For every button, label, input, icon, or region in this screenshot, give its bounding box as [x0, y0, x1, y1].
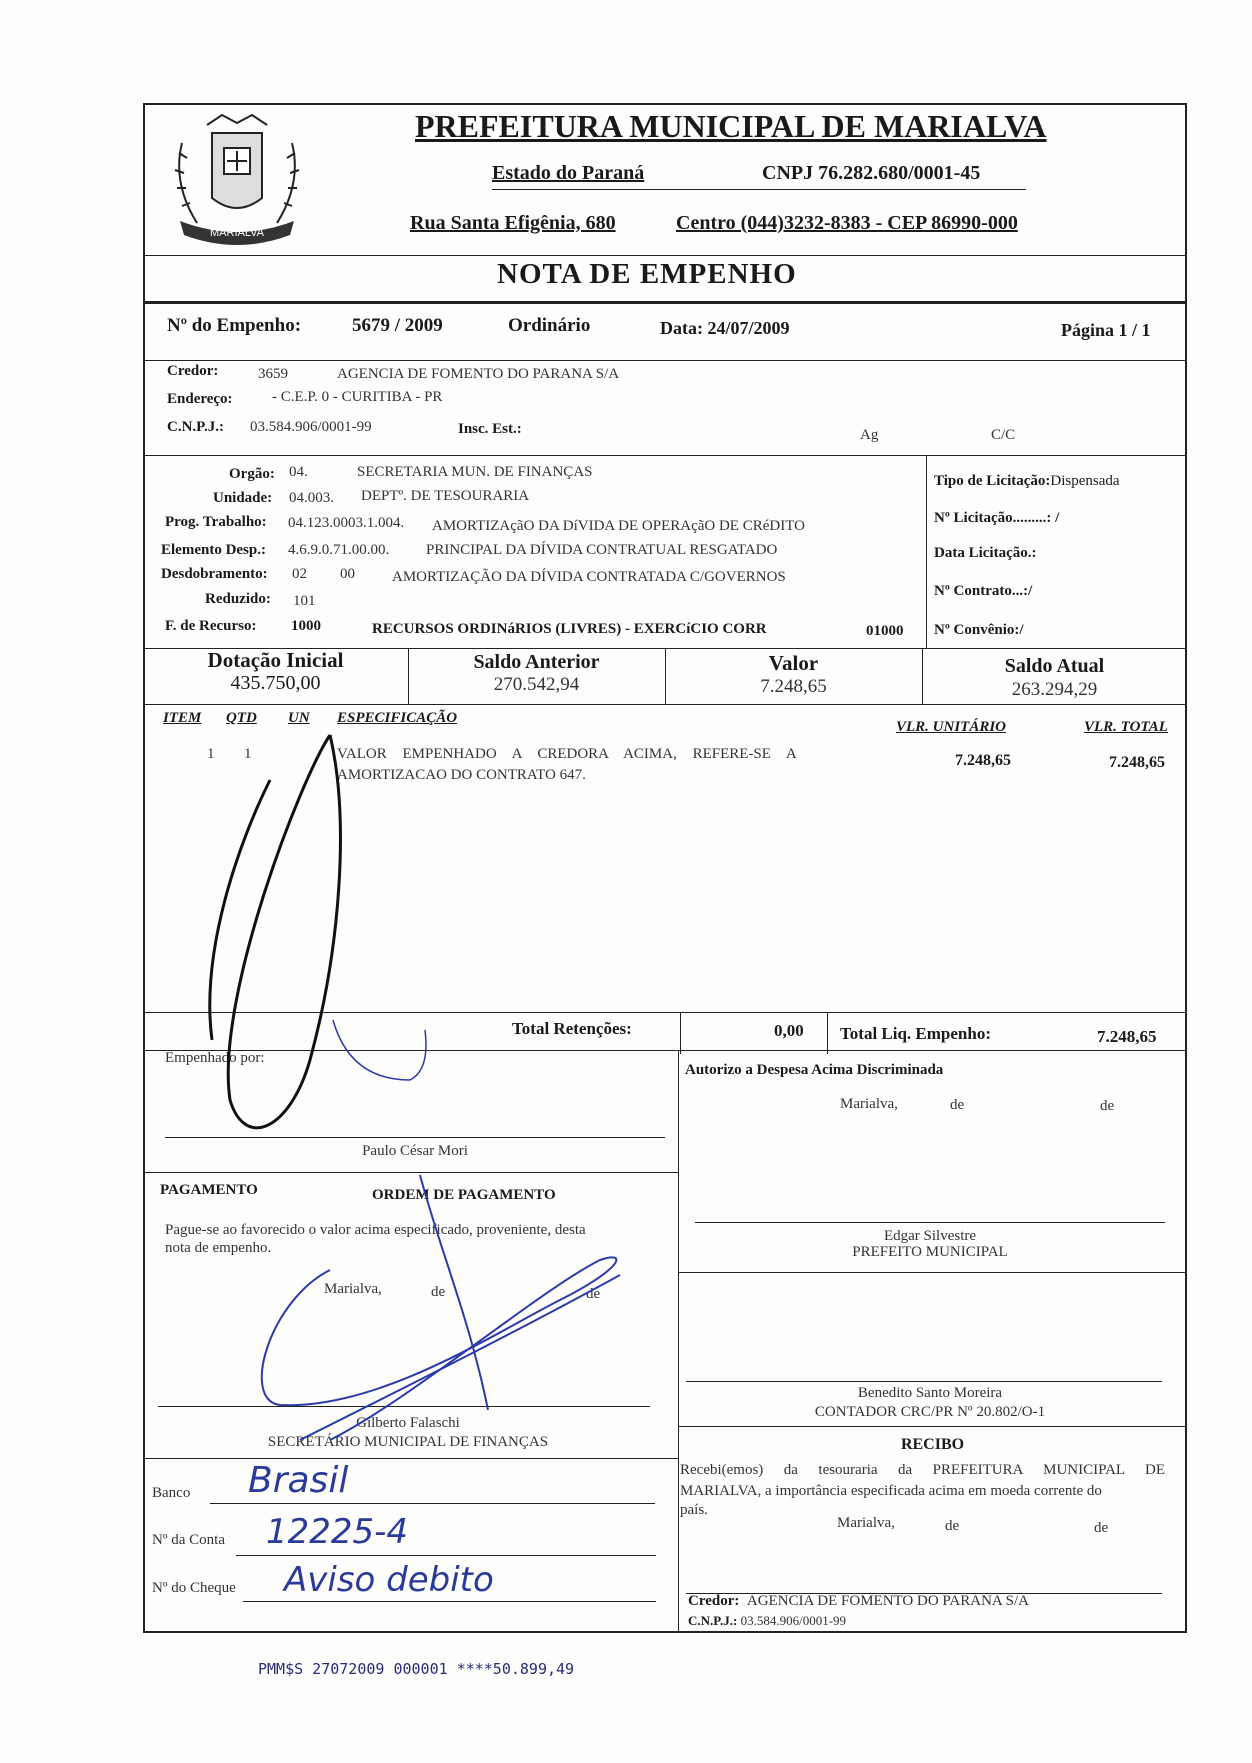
pague-text2: nota de empenho. [165, 1240, 272, 1256]
col-item: ITEM [163, 710, 202, 726]
unidade-code: 04.003. [289, 490, 334, 506]
pague-text: Pague-se ao favorecido o valor acima especificado, proveniente, desta [165, 1222, 586, 1238]
contador-cargo: CONTADOR CRC/PR Nº 20.802/O-1 [814, 1404, 1046, 1420]
banco-value: Brasil [248, 1460, 349, 1501]
credor-label: Credor: [167, 363, 219, 379]
endereco-value: - C.E.P. 0 - CURITIBA - PR [272, 389, 443, 405]
cnpj-value: 03.584.906/0001-99 [250, 419, 372, 435]
elemento-label: Elemento Desp.: [161, 542, 266, 558]
footer-code: PMM$S 27072009 000001 ****50.899,49 [258, 1660, 575, 1678]
empenho-date: Data: 24/07/2009 [660, 318, 790, 338]
header-cnpj: CNPJ 76.282.680/0001-45 [762, 162, 981, 184]
cc-label: C/C [991, 427, 1016, 443]
prog-name: AMORTIZAçãO DA DíVIDA DE OPERAçãO DE CRéDITO [432, 518, 805, 534]
recibo-text-1: Recebi(emos) da tesouraria da PREFEITURA MUNICIPAL DE [680, 1462, 1165, 1478]
insc-label: Insc. Est.: [458, 421, 522, 437]
dotacao-label: Dotação Inicial [207, 648, 344, 672]
col-qtd: QTD [226, 710, 257, 726]
de-left-2: de [586, 1286, 601, 1302]
recibo-credor: Credor: AGENCIA DE FOMENTO DO PARANA S/A [688, 1593, 1029, 1609]
saldo-anterior-label: Saldo Anterior [473, 651, 600, 673]
credor-name: AGENCIA DE FOMENTO DO PARANA S/A [337, 366, 620, 382]
ag-label: Ag [860, 427, 879, 443]
de-recibo-2: de [1094, 1520, 1109, 1536]
cnpj-label: C.N.P.J.: [167, 419, 224, 435]
desdobramento-code2: 00 [340, 566, 355, 582]
autorizo-label: Autorizo a Despesa Acima Discriminada [685, 1062, 944, 1078]
data-licitacao: Data Licitação.: [934, 545, 1037, 561]
marialva-left: Marialva, [324, 1281, 382, 1297]
svg-text:MARIALVA: MARIALVA [210, 227, 264, 239]
row-qtd: 1 [244, 746, 252, 762]
orgao-label: Orgão: [229, 466, 275, 482]
cheque-value: Aviso debito [284, 1560, 494, 1600]
row-item: 1 [207, 746, 215, 762]
recibo-text-2: MARIALVA, a importância especificada acima em moeda corrente do [680, 1483, 1102, 1499]
de-left-1: de [431, 1284, 446, 1300]
secretario-nome: Gilberto Falaschi [356, 1415, 460, 1431]
orgao-code: 04. [289, 464, 308, 480]
recibo-cnpj: C.N.P.J.: 03.584.906/0001-99 [688, 1613, 847, 1628]
recibo-title: RECIBO [900, 1436, 965, 1453]
valor-value: 7.248,65 [760, 676, 827, 697]
prefeito-cargo: PREFEITO MUNICIPAL [852, 1244, 1008, 1260]
numero-convenio: Nº Convênio:/ [934, 622, 1024, 638]
pagamento-label: PAGAMENTO [160, 1182, 258, 1198]
recurso-label: F. de Recurso: [165, 618, 257, 634]
unidade-name: DEPTº. DE TESOURARIA [361, 488, 530, 504]
recurso-name: RECURSOS ORDINáRIOS (LIVRES) - EXERCíCIO CORR [372, 621, 767, 637]
de-right-2: de [1100, 1098, 1115, 1114]
saldo-atual-label: Saldo Atual [1004, 655, 1105, 677]
marialva-recibo: Marialva, [837, 1515, 895, 1531]
dotacao-value: 435.750,00 [230, 672, 321, 694]
empenho-label: Nº do Empenho: [167, 315, 302, 336]
desdobramento-label: Desdobramento: [161, 566, 268, 582]
recurso-code: 1000 [291, 618, 321, 634]
elemento-name: PRINCIPAL DA DÍVIDA CONTRATUAL RESGATADO [426, 542, 778, 558]
col-vlr-unitario: VLR. UNITÁRIO [896, 719, 1007, 735]
total-liquido-label: Total Liq. Empenho: [840, 1024, 991, 1043]
prog-label: Prog. Trabalho: [165, 514, 267, 530]
valor-label: Valor [768, 651, 819, 675]
header-contacts: Centro (044)3232-8383 - CEP 86990-000 [676, 212, 1018, 234]
reduzido-code: 101 [293, 593, 316, 609]
numero-contrato: Nº Contrato...:/ [934, 583, 1033, 599]
tipo-licitacao: Tipo de Licitação:Dispensada [934, 473, 1120, 489]
empenho-number: 5679 / 2009 [352, 315, 443, 336]
municipal-crest-icon [162, 103, 312, 253]
empenhado-nome: Paulo César Mori [362, 1143, 468, 1159]
row-vlr-total: 7.248,65 [1109, 754, 1165, 771]
de-recibo-1: de [945, 1518, 960, 1534]
ordem-pagamento-label: ORDEM DE PAGAMENTO [372, 1187, 556, 1203]
total-liquido-value: 7.248,65 [1097, 1027, 1157, 1046]
marialva-right: Marialva, [840, 1096, 898, 1112]
credor-code: 3659 [258, 366, 288, 382]
header-address: Rua Santa Efigênia, 680 [410, 212, 616, 234]
desdobramento-code1: 02 [292, 566, 307, 582]
contador-nome: Benedito Santo Moreira [857, 1385, 1003, 1401]
header-state: Estado do Paraná [492, 162, 645, 184]
empenhado-por-label: Empenhado por: [165, 1050, 265, 1066]
conta-value: 12225-4 [266, 1512, 409, 1552]
conta-label: Nº da Conta [152, 1532, 225, 1548]
endereco-label: Endereço: [167, 391, 233, 407]
reduzido-label: Reduzido: [205, 591, 271, 607]
secretario-cargo: SECRETÁRIO MUNICIPAL DE FINANÇAS [267, 1434, 549, 1450]
saldo-anterior-value: 270.542,94 [493, 674, 580, 695]
desdobramento-name: AMORTIZAÇÃO DA DÍVIDA CONTRATADA C/GOVERNOS [392, 569, 786, 585]
de-right-1: de [950, 1097, 965, 1113]
elemento-code: 4.6.9.0.71.00.00. [288, 542, 390, 558]
total-retencoes-value: 0,00 [774, 1021, 804, 1040]
col-especificacao: ESPECIFICAÇÃO [337, 710, 458, 726]
saldo-atual-value: 263.294,29 [1011, 679, 1098, 700]
row-vlr-unitario: 7.248,65 [955, 752, 1011, 769]
prefeito-nome: Edgar Silvestre [883, 1228, 977, 1244]
total-retencoes-label: Total Retenções: [512, 1019, 632, 1038]
prog-code: 04.123.0003.1.004. [288, 515, 405, 531]
header-title: PREFEITURA MUNICIPAL DE MARIALVA [415, 108, 1047, 144]
orgao-name: SECRETARIA MUN. DE FINANÇAS [357, 464, 593, 480]
col-vlr-total: VLR. TOTAL [1084, 719, 1168, 735]
row-desc-line2: AMORTIZACAO DO CONTRATO 647. [337, 767, 586, 783]
document-title: NOTA DE EMPENHO [497, 258, 797, 290]
cheque-label: Nº do Cheque [152, 1580, 236, 1596]
recibo-text-3: país. [680, 1502, 708, 1518]
banco-label: Banco [152, 1485, 191, 1501]
page-number: Página 1 / 1 [1061, 320, 1151, 340]
col-un: UN [288, 710, 310, 726]
row-desc-line1: VALOR EMPENHADO A CREDORA ACIMA, REFERE-SE A [337, 746, 797, 762]
recurso-code2: 01000 [866, 623, 904, 639]
empenho-type: Ordinário [508, 315, 591, 336]
numero-licitacao: Nº Licitação.........: / [934, 510, 1060, 526]
unidade-label: Unidade: [213, 490, 273, 506]
